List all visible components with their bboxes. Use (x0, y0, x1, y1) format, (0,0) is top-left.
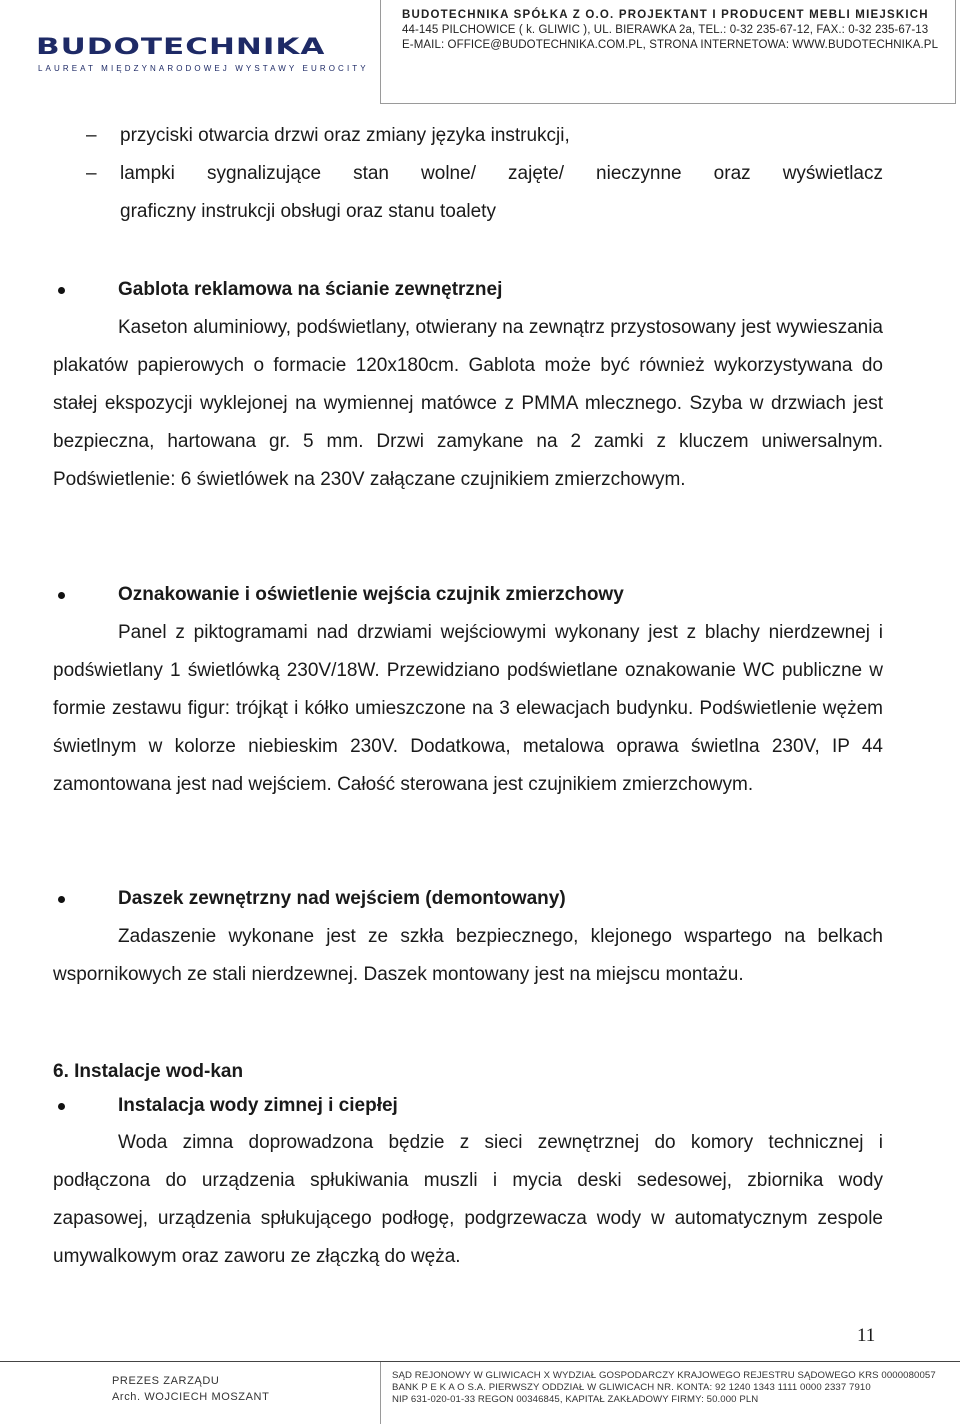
company-info (402, 8, 939, 53)
bank-account: BANK P E K A O S.A. PIERWSZY ODDZIAŁ W GLIWICACH NR. KONTA: 92 1240 1343 1111 0000 2337 7910 (392, 1382, 871, 1393)
company-address: 44-145 PILCHOWICE ( k. GLIWIC ), UL. BIERAWKA 2a, TEL.: 0-32 235-67-12, FAX.: 0-32 235-67-13 (402, 24, 929, 36)
bullet-icon (58, 896, 65, 903)
company-name: BUDOTECHNIKA SPÓŁKA Z O.O. PROJEKTANT I PRODUCENT MEBLI MIEJSKICH (402, 9, 929, 21)
tax-ids: NIP 631-020-01-33 REGON 00346845, KAPITAŁ ZAKŁADOWY FIRMY: 50.000 PLN (392, 1394, 759, 1405)
section-paragraph: Zadaszenie wykonane jest ze szkła bezpiecznego, klejonego wspartego na belkach wspornikowych ze stali nierdzewnej. Daszek montowany jest na miejscu montażu. (53, 926, 883, 985)
chapter-heading: 6. Instalacje wod-kan (53, 1061, 244, 1082)
header-divider (380, 0, 381, 104)
court-registration: SĄD REJONOWY W GLIWICACH X WYDZIAŁ GOSPODARCZY KRAJOWEGO REJESTRU SĄDOWEGO KRS 0000080057 (392, 1370, 936, 1381)
footer-divider (380, 1362, 381, 1424)
letterhead (0, 0, 960, 104)
section-paragraph: Woda zimna doprowadzona będzie z sieci zewnętrznej do komory technicznej i podłączona do urządzenia spłukiwania muszli i mycia deski sedesowej, zbiornika wody zapasowej, urządzenia spłukującego podłogę, podgrzewacza wody w automatycznym zespole umywalkowym oraz zaworu ze złączką do węża. (53, 1132, 883, 1267)
list-item (86, 155, 883, 193)
list-item-text: przyciski otwarcia drzwi oraz zmiany języka instrukcji, (120, 125, 570, 146)
list-item-text: lampki sygnalizujące stan wolne/ zajęte/ nieczynne oraz wyświetlacz (120, 163, 883, 184)
dash-marker: – (86, 163, 97, 184)
company-contact: E-MAIL: OFFICE@BUDOTECHNIKA.COM.PL, STRONA INTERNETOWA: WWW.BUDOTECHNIKA.PL (402, 39, 939, 51)
bullet-icon (58, 1103, 65, 1110)
section-heading: Instalacja wody zimnej i ciepłej (118, 1095, 398, 1116)
section-paragraph: Kaseton aluminiowy, podświetlany, otwierany na zewnątrz przystosowany jest wywieszania plakatów papierowych o formacie 120x180cm. Gablota może być również wykorzystywana do stałej ekspozycji wyklejonej na wymiennej matówce z PMMA mlecznego. Szyba w drzwiach jest bezpieczna, hartowana gr. 5 mm. Drzwi zamykane na 2 zamki z kluczem uniwersalnym. Podświetlenie: 6 świetlówek na 230V załączane czujnikiem zmierzchowym. (53, 317, 883, 490)
section-paragraph: Panel z piktogramami nad drzwiami wejściowymi wykonany jest z blachy nierdzewnej i podświetlany 1 świetlówką 230V/18W. Przewidziano podświetlane oznakowanie WC publiczne w formie zestawu figur: trójkąt i kółko umieszczone na 3 elewacjach budynku. Podświetlenie wężem świetlnym w kolorze niebieskim 230V. Dodatkowa, metalowa oprawa świetlna 230V, IP 44 zamontowana jest nad wejściem. Całość sterowana jest czujnikiem zmierzchowym. (53, 622, 883, 795)
bullet-icon (58, 287, 65, 294)
logo-tagline: LAUREAT MIĘDZYNARODOWEJ WYSTAWY EUROCITY (38, 64, 369, 73)
section-heading: Daszek zewnętrzny nad wejściem (demontowany) (118, 888, 566, 909)
footer-rule (0, 1361, 960, 1362)
dash-marker: – (86, 125, 97, 146)
signatory-title: PREZES ZARZĄDU (112, 1375, 220, 1387)
footer-signatory (112, 1373, 269, 1405)
bullet-icon (58, 592, 65, 599)
list-item (86, 117, 883, 155)
section-heading: Gablota reklamowa na ścianie zewnętrznej (118, 279, 503, 300)
page-number: 11 (857, 1325, 876, 1346)
header-edge (955, 0, 956, 104)
company-logo: BUDOTECHNIKA (36, 34, 326, 60)
header-bottom-rule (380, 103, 956, 104)
section-heading: Oznakowanie i oświetlenie wejścia czujnik zmierzchowy (118, 584, 624, 605)
footer-registration (392, 1370, 936, 1406)
list-item-continuation: graficzny instrukcji obsługi oraz stanu toalety (120, 201, 496, 222)
signatory-name: Arch. WOJCIECH MOSZANT (112, 1391, 270, 1403)
